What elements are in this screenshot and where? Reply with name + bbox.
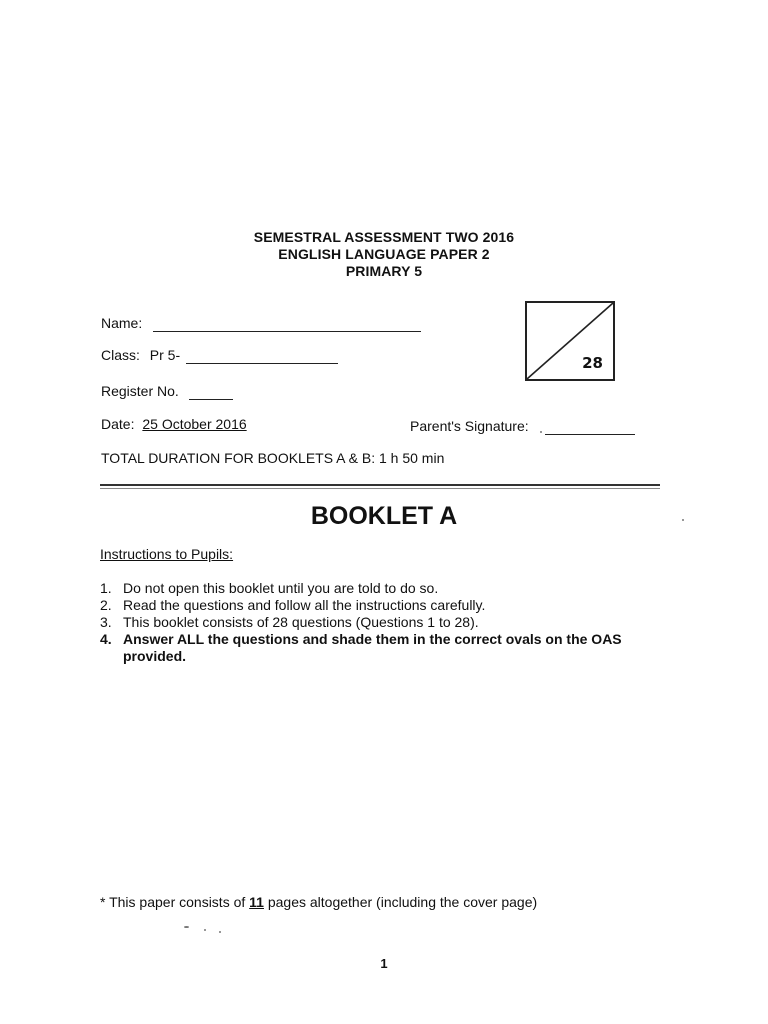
separator-line-2: [100, 488, 660, 489]
class-prefix: Pr 5-: [149, 347, 181, 363]
page-number: 1: [380, 956, 388, 971]
instructions-heading: Instructions to Pupils:: [100, 546, 234, 562]
scan-speck: [682, 519, 684, 521]
name-line[interactable]: [153, 315, 421, 332]
scan-speck: [184, 926, 189, 928]
level-title: PRIMARY 5: [345, 263, 423, 279]
page-count-suffix: pages altogether (including the cover page): [267, 894, 538, 910]
class-line[interactable]: [186, 347, 338, 364]
separator-line: [100, 484, 660, 486]
instruction-number: 2.: [100, 597, 112, 613]
instruction-number: 1.: [100, 580, 112, 596]
scan-speck: [540, 431, 542, 433]
score-total: 28: [582, 354, 603, 372]
instruction-item: [100, 614, 660, 631]
page-count-value: 11: [249, 894, 264, 910]
class-field: [101, 347, 338, 364]
name-field: [101, 315, 421, 332]
parent-signature-label: Parent's Signature:: [410, 418, 529, 434]
register-line[interactable]: [189, 383, 233, 400]
score-box: [525, 301, 615, 381]
assessment-title: SEMESTRAL ASSESSMENT TWO 2016: [253, 229, 515, 245]
instruction-text: Do not open this booklet until you are told to do so.: [123, 580, 439, 596]
date-field: [101, 416, 247, 432]
scan-speck: [219, 931, 221, 933]
instruction-text: This booklet consists of 28 questions (Questions 1 to 28).: [123, 614, 479, 630]
scan-speck: [204, 929, 206, 931]
class-label: Class:: [101, 347, 140, 363]
date-label: Date:: [101, 416, 135, 432]
instructions-list: [100, 580, 660, 665]
instruction-item: [100, 580, 660, 597]
instruction-item: [100, 597, 660, 614]
register-field: [101, 383, 233, 400]
page-count-prefix: * This paper consists of: [100, 894, 246, 910]
booklet-title: BOOKLET A: [310, 502, 458, 530]
name-label: Name:: [101, 315, 143, 331]
page-count-note: [100, 894, 537, 910]
parent-signature-field: [410, 418, 635, 435]
duration-text: TOTAL DURATION FOR BOOKLETS A & B: 1 h 50 min: [101, 450, 445, 466]
instruction-text: Answer ALL the questions and shade them in the correct ovals on the OAS provided.: [123, 631, 622, 664]
instruction-number: 3.: [100, 614, 112, 630]
register-label: Register No.: [101, 383, 179, 399]
paper-title: ENGLISH LANGUAGE PAPER 2: [278, 246, 490, 262]
instruction-item: [100, 631, 660, 665]
instruction-text: Read the questions and follow all the instructions carefully.: [123, 597, 486, 613]
instruction-number: 4.: [100, 631, 112, 647]
parent-signature-line[interactable]: [545, 418, 635, 435]
date-value: 25 October 2016: [142, 416, 247, 432]
